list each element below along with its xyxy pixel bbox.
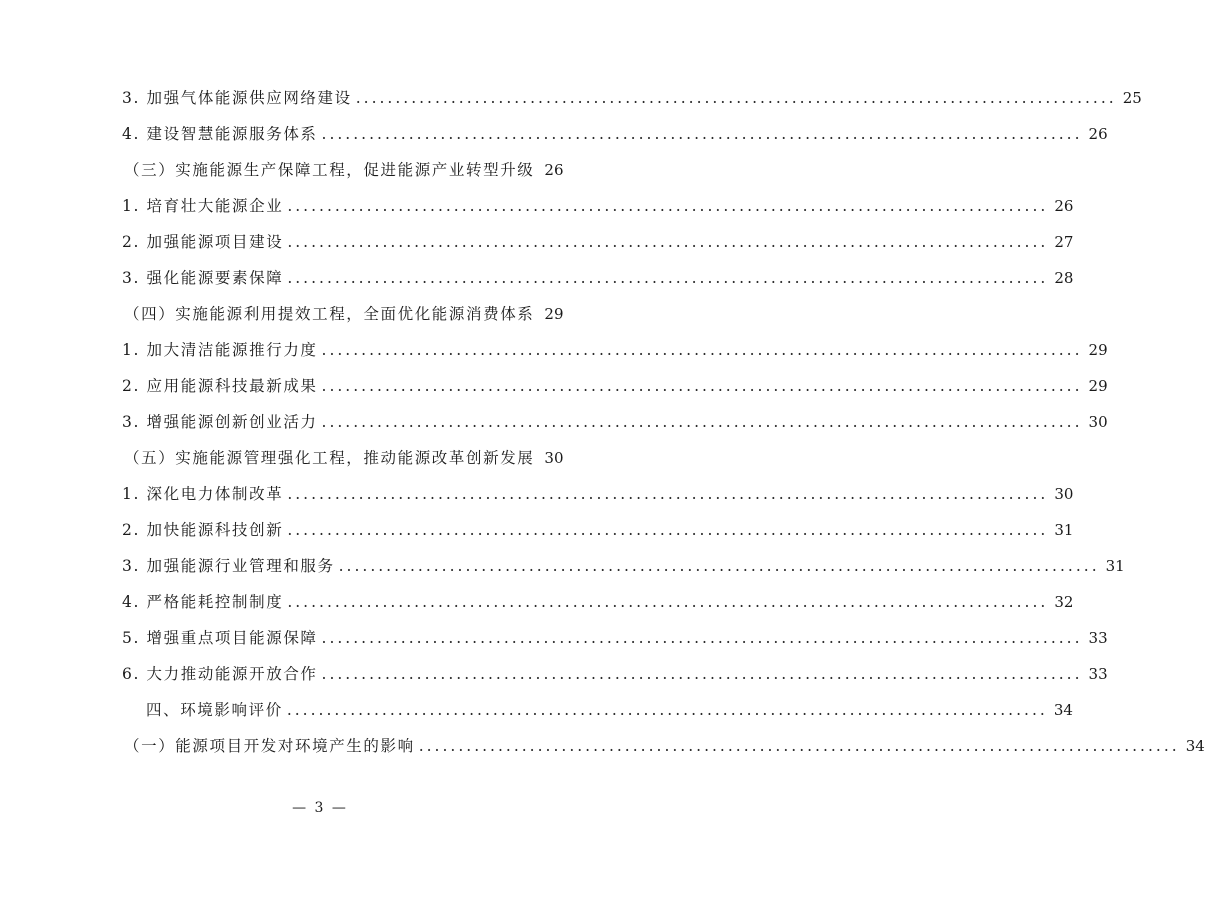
toc-entry-page: 28 [1054,269,1074,287]
toc-entry[interactable] [124,446,564,470]
toc-entry-title: 2. 加强能源项目建设 [122,233,284,251]
toc-entry-page: 30 [1088,413,1108,431]
toc-entry-page: 32 [1054,593,1074,611]
toc-entry-page: 26 [1088,125,1108,143]
toc-entry-page: 25 [1122,89,1142,107]
toc-leader-dots: ................................................................................................ [418,737,1180,755]
toc-leader-dots: ................................................................................................ [287,521,1049,539]
toc-leader-dots: ................................................................................................ [321,125,1083,143]
toc-entry[interactable] [122,482,1074,506]
toc-entry[interactable] [122,266,1074,290]
toc-leader-dots: ................................................................................................ [321,413,1083,431]
toc-leader-dots: ................................................................................................ [286,701,1048,719]
toc-entry[interactable] [122,626,1108,650]
toc-entry-page: 29 [544,305,564,323]
toc-entry-title: （四）实施能源利用提效工程，全面优化能源消费体系 [124,305,535,323]
toc-leader-dots: ................................................................................................ [287,485,1049,503]
toc-entry[interactable] [122,194,1074,218]
toc-leader-dots: ................................................................................................ [321,377,1083,395]
toc-leader-dots: ................................................................................................ [321,341,1083,359]
toc-leader-dots: ................................................................................................ [321,665,1083,683]
toc-entry-title: 1. 加大清洁能源推行力度 [122,341,318,359]
toc-leader-dots: ................................................................................................ [355,89,1117,107]
toc-entry-title: 1. 培育壮大能源企业 [122,197,284,215]
toc-entry-title: 6. 大力推动能源开放合作 [122,665,318,683]
toc-entry-title: （五）实施能源管理强化工程，推动能源改革创新发展 [124,449,535,467]
page-number: — 3 — [292,800,348,816]
toc-leader-dots: ................................................................................................ [321,629,1083,647]
toc-leader-dots: ................................................................................................ [287,233,1049,251]
toc-leader-dots: ................................................................................................ [287,197,1049,215]
toc-entry-page: 30 [1054,485,1074,503]
toc-entry-page: 26 [544,161,564,179]
toc-entry[interactable] [124,302,564,326]
toc-entry[interactable] [122,662,1108,686]
toc-entry[interactable] [122,590,1074,614]
toc-leader-dots: ................................................................................................ [287,269,1049,287]
toc-entry-title: 2. 加快能源科技创新 [122,521,284,539]
toc-entry-title: 4. 严格能耗控制制度 [122,593,284,611]
toc-entry[interactable] [122,338,1108,362]
toc-entry[interactable] [122,86,1142,110]
toc-entry[interactable] [122,374,1108,398]
toc-entry[interactable] [124,158,564,182]
toc-entry[interactable] [146,698,1073,722]
toc-entry-title: 5. 增强重点项目能源保障 [122,629,318,647]
toc-entry-title: 四、环境影响评价 [146,701,283,719]
toc-entry-page: 31 [1105,557,1125,575]
toc-leader-dots: ................................................................................................ [338,557,1100,575]
toc-entry-title: 3. 强化能源要素保障 [122,269,284,287]
toc-entry-page: 29 [1088,341,1108,359]
toc-entry-page: 34 [1185,737,1205,755]
toc-entry-title: 1. 深化电力体制改革 [122,485,284,503]
toc-entry-page: 30 [544,449,564,467]
toc-entry[interactable] [122,230,1074,254]
toc-entry-page: 33 [1088,665,1108,683]
toc-entry-page: 31 [1054,521,1074,539]
toc-entry[interactable] [122,410,1108,434]
toc-entry[interactable] [122,554,1125,578]
toc-entry-page: 34 [1053,701,1073,719]
toc-entry[interactable] [122,122,1108,146]
toc-entry-title: 3. 加强能源行业管理和服务 [122,557,335,575]
toc-leader-dots: ................................................................................................ [287,593,1049,611]
toc-entry[interactable] [124,734,1205,758]
toc-entry-title: 3. 加强气体能源供应网络建设 [122,89,352,107]
toc-entry-title: 3. 增强能源创新创业活力 [122,413,318,431]
toc-entry-title: 2. 应用能源科技最新成果 [122,377,318,395]
toc-entry-page: 27 [1054,233,1074,251]
toc-entry-title: （一）能源项目开发对环境产生的影响 [124,737,415,755]
toc-entry-title: 4. 建设智慧能源服务体系 [122,125,318,143]
toc-entry-page: 29 [1088,377,1108,395]
toc-entry-page: 26 [1054,197,1074,215]
toc-entry-title: （三）实施能源生产保障工程，促进能源产业转型升级 [124,161,535,179]
toc-entry-page: 33 [1088,629,1108,647]
toc-entry[interactable] [122,518,1074,542]
